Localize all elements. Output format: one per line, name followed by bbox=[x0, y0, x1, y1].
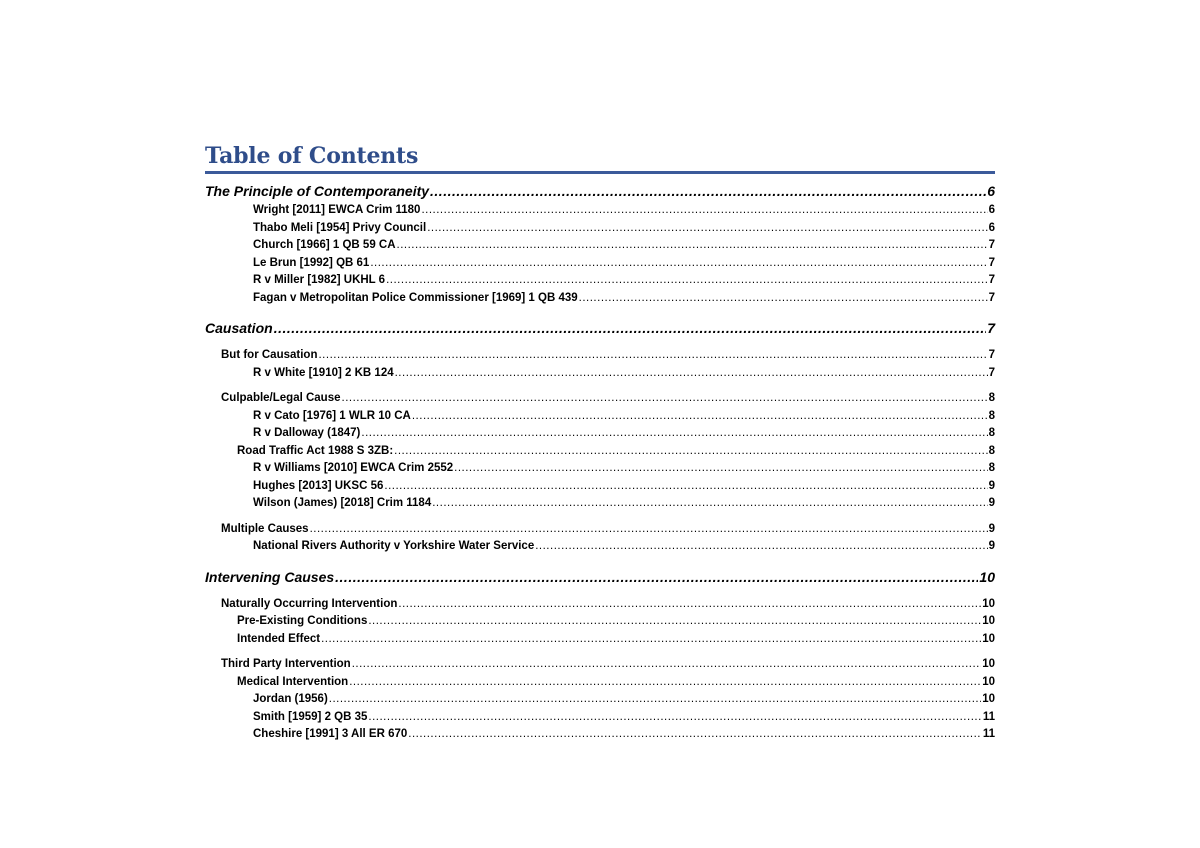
toc-entry-multiple-causes[interactable] bbox=[205, 521, 995, 539]
toc-entry-church[interactable] bbox=[205, 237, 995, 255]
toc-entry-label: Intended Effect bbox=[237, 632, 321, 645]
toc-page-number: 9 bbox=[988, 497, 995, 509]
dot-leader bbox=[427, 220, 987, 238]
toc-page-number: 9 bbox=[988, 540, 995, 552]
toc-entry-hughes[interactable] bbox=[205, 478, 995, 496]
toc-entry-label: Cheshire [1991] 3 All ER 670 bbox=[253, 728, 408, 740]
toc-entry-label: Wright [2011] EWCA Crim 1180 bbox=[253, 204, 421, 216]
toc-entry-culpable[interactable] bbox=[205, 390, 995, 408]
toc-page-number: 8 bbox=[988, 392, 995, 404]
toc-entry-label: But for Causation bbox=[221, 349, 318, 361]
toc-entry-label: R v Cato [1976] 1 WLR 10 CA bbox=[253, 409, 411, 422]
spacer bbox=[205, 339, 995, 347]
dot-leader bbox=[342, 390, 988, 408]
spacer bbox=[205, 588, 995, 596]
toc-page-number: 11 bbox=[982, 728, 995, 740]
spacer bbox=[205, 648, 995, 656]
toc-entry-label: Culpable/Legal Cause bbox=[221, 392, 341, 404]
toc-page-number: 9 bbox=[988, 479, 995, 492]
toc-page-number: 10 bbox=[979, 568, 995, 585]
toc-entry-causation[interactable] bbox=[205, 317, 995, 339]
title-divider bbox=[205, 171, 995, 174]
toc-page-number: 8 bbox=[988, 409, 995, 422]
dot-leader bbox=[454, 460, 987, 478]
toc-entry-le-brun[interactable] bbox=[205, 255, 995, 273]
toc-entry-pre-existing[interactable] bbox=[205, 613, 995, 631]
toc-entry-label: Jordan (1956) bbox=[253, 693, 328, 705]
toc-entry-williams[interactable] bbox=[205, 460, 995, 478]
dot-leader bbox=[310, 521, 988, 539]
toc-page-number: 8 bbox=[988, 462, 995, 474]
dot-leader bbox=[421, 202, 987, 220]
toc-entry-label: Third Party Intervention bbox=[221, 658, 351, 670]
toc-entry-dalloway[interactable] bbox=[205, 425, 995, 443]
toc-title: Table of Contents bbox=[205, 143, 419, 169]
toc-entry-intended-effect[interactable] bbox=[205, 631, 995, 649]
dot-leader bbox=[335, 566, 978, 588]
dot-leader bbox=[321, 631, 981, 649]
toc-entry-nra-yorkshire[interactable] bbox=[205, 538, 995, 556]
toc-entry-label: Pre-Existing Conditions bbox=[237, 615, 368, 627]
toc-entry-label: Multiple Causes bbox=[221, 522, 309, 535]
dot-leader bbox=[535, 538, 987, 556]
toc-entry-label: Smith [1959] 2 QB 35 bbox=[253, 710, 368, 723]
toc-page-number: 10 bbox=[982, 597, 995, 610]
toc-page-number: 7 bbox=[988, 291, 995, 304]
toc-entry-label: Le Brun [1992] QB 61 bbox=[253, 256, 370, 269]
toc-entry-cheshire[interactable] bbox=[205, 726, 995, 744]
toc-page-number: 9 bbox=[988, 522, 995, 535]
toc-page-number: 10 bbox=[982, 658, 995, 670]
spacer bbox=[205, 307, 995, 317]
toc-page-number: 10 bbox=[982, 693, 995, 705]
toc-page-number: 8 bbox=[988, 427, 995, 439]
toc-entry-label: The Principle of Contemporaneity bbox=[205, 183, 430, 199]
toc-entry-label: R v Dalloway (1847) bbox=[253, 427, 361, 439]
dot-leader bbox=[394, 443, 987, 461]
toc-entry-label: Fagan v Metropolitan Police Commissioner [1969] 1 QB 439 bbox=[253, 291, 578, 304]
toc-entry-miller[interactable] bbox=[205, 272, 995, 290]
dot-leader bbox=[397, 237, 988, 255]
dot-leader bbox=[579, 290, 988, 308]
dot-leader bbox=[398, 596, 981, 614]
toc-entry-cato[interactable] bbox=[205, 408, 995, 426]
toc-entry-thabo-meli[interactable] bbox=[205, 220, 995, 238]
toc-page-number: 11 bbox=[982, 710, 995, 723]
toc-page-number: 10 bbox=[982, 675, 995, 688]
toc-entry-label: Thabo Meli [1954] Privy Council bbox=[253, 221, 427, 234]
dot-leader bbox=[329, 691, 981, 709]
toc-entry-label: Causation bbox=[205, 320, 273, 336]
toc-entry-label: Church [1966] 1 QB 59 CA bbox=[253, 239, 396, 251]
toc-page-number: 7 bbox=[987, 320, 995, 336]
toc-entry-white[interactable] bbox=[205, 365, 995, 383]
toc-entry-medical[interactable] bbox=[205, 674, 995, 692]
spacer bbox=[205, 556, 995, 566]
dot-leader bbox=[318, 347, 987, 365]
toc-entry-label: Medical Intervention bbox=[237, 675, 349, 688]
toc-page-number: 8 bbox=[988, 444, 995, 457]
dot-leader bbox=[370, 255, 987, 273]
toc-entry-label: R v Williams [2010] EWCA Crim 2552 bbox=[253, 462, 454, 474]
toc-entry-label: R v Miller [1982] UKHL 6 bbox=[253, 274, 386, 286]
dot-leader bbox=[412, 408, 988, 426]
dot-leader bbox=[368, 709, 981, 727]
toc-entry-jordan[interactable] bbox=[205, 691, 995, 709]
toc-entry-smith[interactable] bbox=[205, 709, 995, 727]
toc-entry-label: Road Traffic Act 1988 S 3ZB: bbox=[237, 444, 394, 457]
dot-leader bbox=[349, 674, 981, 692]
dot-leader bbox=[361, 425, 987, 443]
toc-entry-third-party[interactable] bbox=[205, 656, 995, 674]
toc-page-number: 7 bbox=[988, 366, 995, 379]
toc-entry-wilson[interactable] bbox=[205, 495, 995, 513]
toc-page-number: 7 bbox=[988, 239, 995, 251]
toc-entry-label: R v White [1910] 2 KB 124 bbox=[253, 366, 394, 379]
toc-entry-label: Hughes [2013] UKSC 56 bbox=[253, 479, 384, 492]
toc-entry-label: Wilson (James) [2018] Crim 1184 bbox=[253, 497, 432, 509]
toc-entry-label: National Rivers Authority v Yorkshire Water Service bbox=[253, 540, 535, 552]
toc-entry-natural-intervention[interactable] bbox=[205, 596, 995, 614]
toc-entry-contemporaneity[interactable] bbox=[205, 180, 995, 202]
spacer bbox=[205, 382, 995, 390]
toc-entry-intervening-causes[interactable] bbox=[205, 566, 995, 588]
toc-page-number: 10 bbox=[982, 615, 995, 627]
dot-leader bbox=[430, 180, 986, 202]
dot-leader bbox=[274, 317, 987, 339]
dot-leader bbox=[408, 726, 982, 744]
dot-leader bbox=[368, 613, 981, 631]
dot-leader bbox=[432, 495, 987, 513]
toc-page-number: 6 bbox=[987, 183, 995, 199]
table-of-contents bbox=[205, 180, 995, 744]
toc-entry-but-for[interactable] bbox=[205, 347, 995, 365]
toc-entry-label: Naturally Occurring Intervention bbox=[221, 597, 398, 610]
toc-page-number: 6 bbox=[988, 221, 995, 234]
toc-page-number: 10 bbox=[982, 632, 995, 645]
toc-entry-wright[interactable] bbox=[205, 202, 995, 220]
toc-page-number: 7 bbox=[988, 256, 995, 269]
dot-leader bbox=[386, 272, 988, 290]
toc-entry-fagan[interactable] bbox=[205, 290, 995, 308]
toc-entry-road-traffic-act[interactable] bbox=[205, 443, 995, 461]
toc-page-number: 7 bbox=[988, 349, 995, 361]
spacer bbox=[205, 513, 995, 521]
dot-leader bbox=[384, 478, 987, 496]
toc-entry-label: Intervening Causes bbox=[205, 568, 335, 585]
toc-page-number: 7 bbox=[988, 274, 995, 286]
dot-leader bbox=[352, 656, 981, 674]
toc-page-number: 6 bbox=[988, 204, 995, 216]
dot-leader bbox=[395, 365, 988, 383]
